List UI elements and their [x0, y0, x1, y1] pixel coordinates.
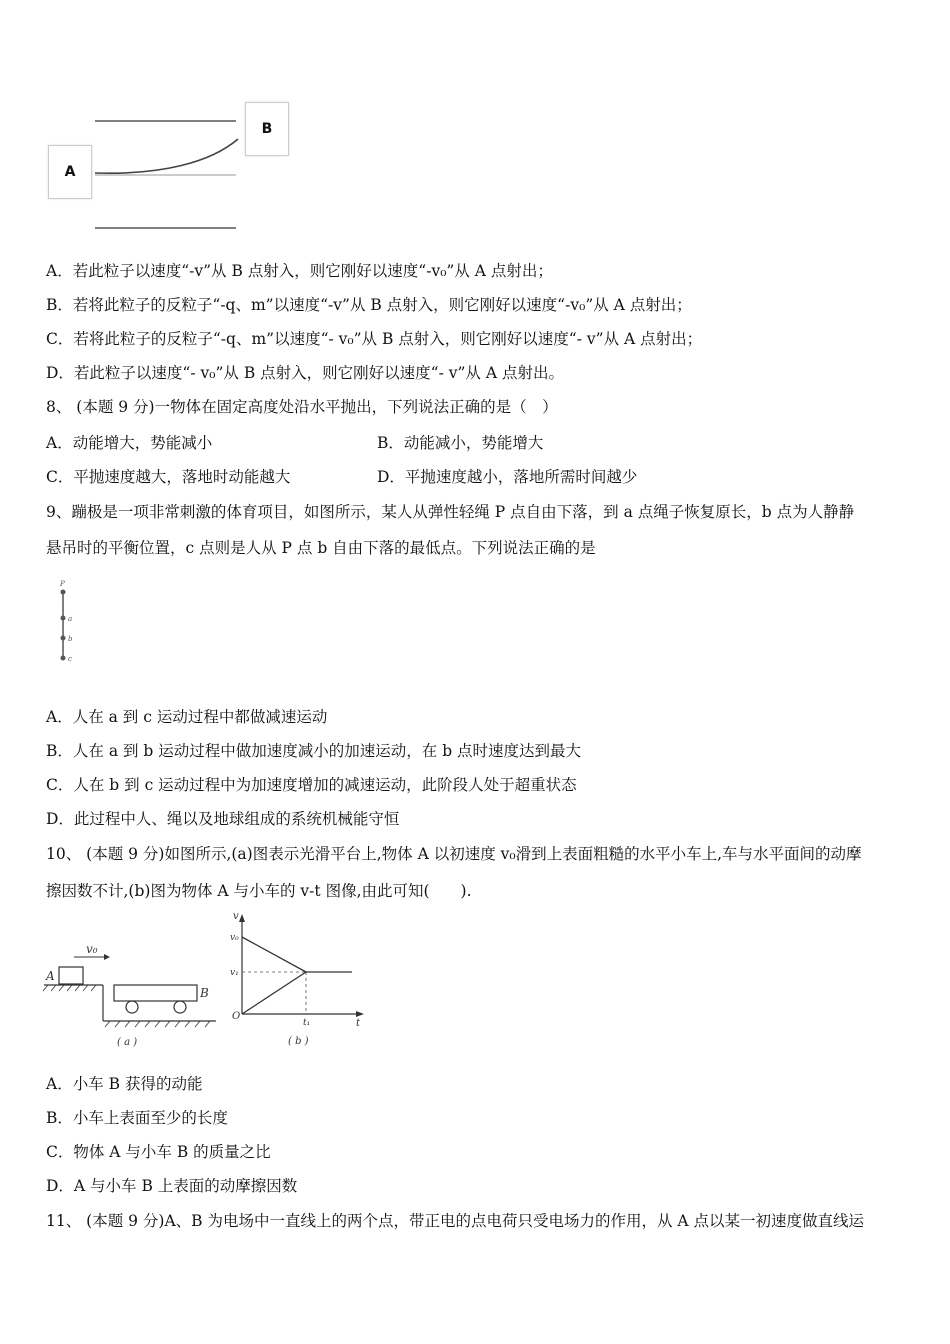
t1-tick-label: t₁ — [303, 1018, 311, 1028]
line-a — [242, 937, 306, 972]
q7-option-a: A．若此粒子以速度“-v”从 B 点射入，则它刚好以速度“-v₀”从 A 点射出； — [46, 262, 553, 280]
q7-option-b: B．若将此粒子的反粒子“-q、m”以速度“-v”从 B 点射入，则它刚好以速度“-v₀”从 A 点射出； — [46, 296, 692, 314]
q7-option-d: D．若此粒子以速度“- v₀”从 B 点射入，则它刚好以速度“- v”从 A 点射出。 — [46, 364, 564, 382]
q10-option-b: B．小车上表面至少的长度 — [46, 1109, 228, 1127]
v-axis-label: v — [233, 911, 239, 922]
point-p-dot — [61, 590, 66, 595]
q10-option-d: D．A 与小车 B 上表面的动摩擦因数 — [46, 1177, 298, 1195]
q10-stem-line1: 10、 (本题 9 分)如图所示,(a)图表示光滑平台上,物体 A 以初速度 v₀滑到上表面粗糙的水平小车上,车与水平面间的动摩 — [46, 845, 862, 863]
origin-label: O — [232, 1011, 241, 1022]
cart-diagram — [40, 935, 225, 1055]
q9-stem-line2: 悬吊时的平衡位置，c 点则是人从 P 点 b 自由下落的最低点。下列说法正确的是 — [46, 539, 596, 557]
q10-option-a: A．小车 B 获得的动能 — [46, 1075, 203, 1093]
point-a-dot — [61, 616, 66, 621]
q10-option-c: C．物体 A 与小车 B 的质量之比 — [46, 1143, 271, 1161]
q8-option-d: D．平抛速度越小，落地所需时间越少 — [377, 468, 638, 486]
q8-option-c: C．平抛速度越大，落地时动能越大 — [46, 468, 291, 486]
block-a-label: A — [46, 969, 55, 983]
vt-graph — [228, 910, 368, 1055]
t-axis-label: t — [356, 1018, 361, 1029]
q11-stem: 11、 (本题 9 分)A、B 为电场中一直线上的两个点，带正电的点电荷只受电场力的作用，从 A 点以某一初速度做直线运 — [46, 1212, 865, 1230]
label-a: a — [68, 615, 73, 623]
point-b-dot — [61, 636, 66, 641]
figure-b-caption: ( b ) — [288, 1036, 309, 1047]
q8-stem: 8、 (本题 9 分)一物体在固定高度处沿水平抛出，下列说法正确的是（ ） — [46, 398, 558, 416]
q9-option-b: B．人在 a 到 b 运动过程中做加速度减小的加速运动，在 b 点时速度达到最大 — [46, 742, 582, 760]
point-a-box: A — [48, 145, 92, 199]
q9-stem-line1: 9、蹦极是一项非常刺激的体育项目，如图所示，某人从弹性轻绳 P 点自由下落，到 a 点绳子恢复原长，b 点为人静静 — [46, 503, 855, 521]
q8-option-b: B．动能减小，势能增大 — [377, 434, 544, 452]
cart-b — [114, 985, 197, 1001]
figure-b-vt-graph — [228, 910, 368, 1055]
bungee-diagram — [52, 575, 92, 670]
q7-option-c: C．若将此粒子的反粒子“-q、m”以速度“- v₀”从 B 点射入，则它刚好以速度“- v”从 A 点射出； — [46, 330, 703, 348]
point-b-box: B — [245, 102, 289, 156]
label-b: b — [68, 635, 73, 643]
q10-stem-line2: 擦因数不计,(b)图为物体 A 与小车的 v-t 图像,由此可知( ). — [46, 882, 472, 900]
label-p: P — [60, 580, 65, 588]
figure-bungee — [52, 575, 92, 670]
point-c-dot — [61, 656, 66, 661]
figure-a-platform-cart — [40, 935, 225, 1055]
q9-option-a: A．人在 a 到 c 运动过程中都做减速运动 — [46, 708, 328, 726]
block-a — [59, 967, 83, 984]
q8-option-a: A．动能增大，势能减小 — [46, 434, 213, 452]
cart-b-label: B — [200, 986, 209, 1000]
line-b — [242, 972, 306, 1014]
v1-tick-label: v₁ — [230, 968, 239, 978]
v0-label: v₀ — [86, 942, 98, 956]
v0-tick-label: v₀ — [230, 933, 239, 943]
q9-option-c: C．人在 b 到 c 运动过程中为加速度增加的减速运动，此阶段人处于超重状态 — [46, 776, 577, 794]
figure-a-caption: ( a ) — [117, 1037, 138, 1048]
q9-option-d: D．此过程中人、绳以及地球组成的系统机械能守恒 — [46, 810, 400, 828]
label-c: c — [68, 655, 72, 663]
